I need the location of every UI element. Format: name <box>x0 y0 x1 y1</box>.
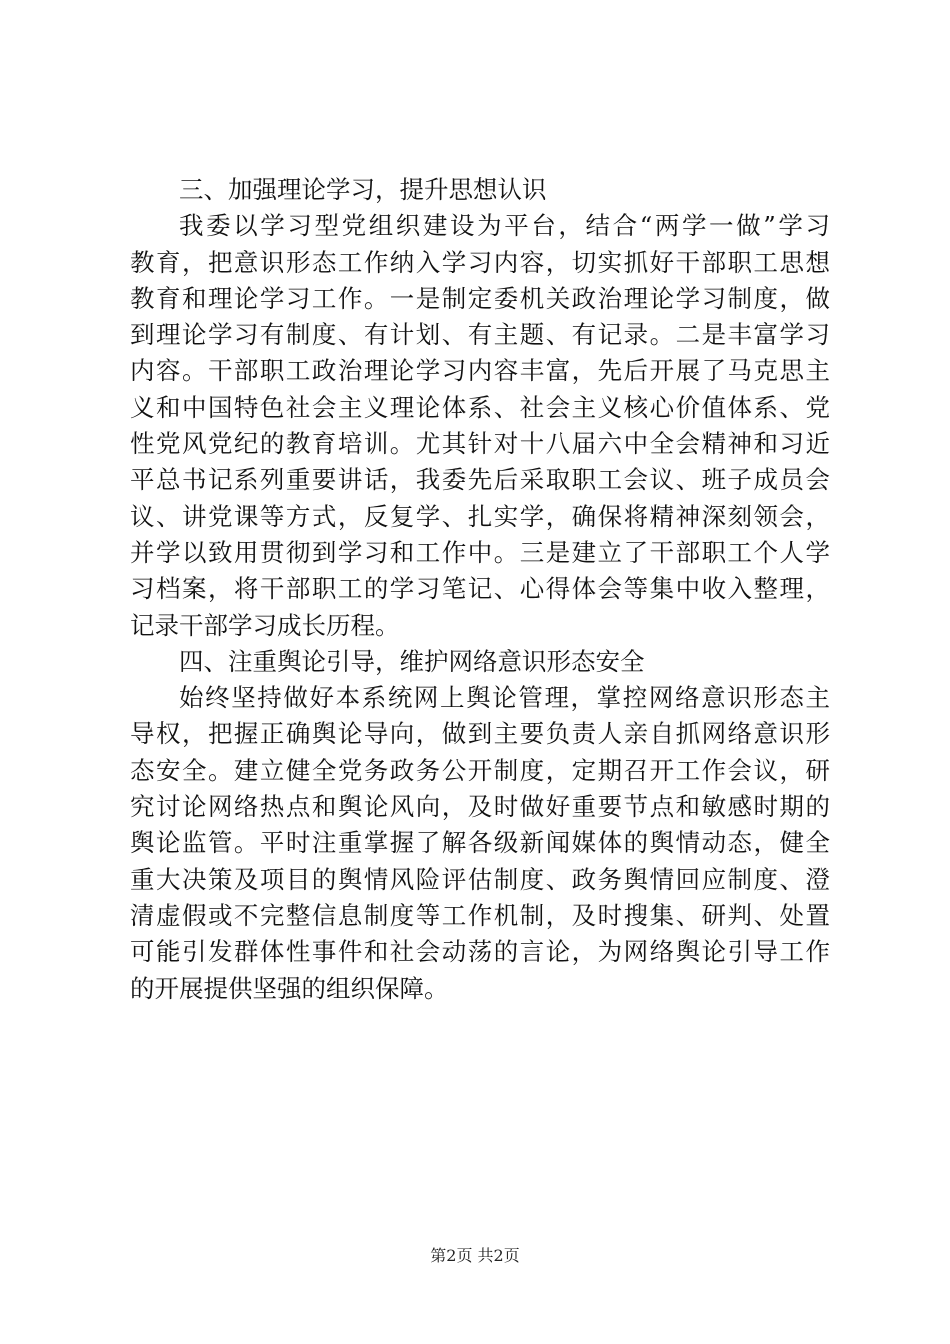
paragraph-line: 内容。干部职工政治理论学习内容丰富，先后开展了马克思主 <box>130 356 830 386</box>
document-body <box>130 172 830 1007</box>
paragraph-line: 习档案，将干部职工的学习笔记、心得体会等集中收入整理， <box>130 574 830 604</box>
paragraph-line: 始终坚持做好本系统网上舆论管理，掌控网络意识形态主 <box>179 683 830 713</box>
paragraph-line: 平总书记系列重要讲话，我委先后采取职工会议、班子成员会 <box>130 465 830 495</box>
page-number-footer: 第2页 共2页 <box>430 1246 520 1265</box>
paragraph-line: 舆论监管。平时注重掌握了解各级新闻媒体的舆情动态，健全 <box>130 828 830 858</box>
section-heading: 四、注重舆论引导，维护网络意识形态安全 <box>179 646 645 676</box>
paragraph-line: 态安全。建立健全党务政务公开制度，定期召开工作会议，研 <box>130 755 830 785</box>
paragraph-line: 教育和理论学习工作。一是制定委机关政治理论学习制度，做 <box>130 283 830 313</box>
paragraph-line: 并学以致用贯彻到学习和工作中。三是建立了干部职工个人学 <box>130 537 830 567</box>
paragraph-line: 到理论学习有制度、有计划、有主题、有记录。二是丰富学习 <box>130 320 830 350</box>
paragraph-line: 的开展提供坚强的组织保障。 <box>130 973 449 1003</box>
paragraph-line: 可能引发群体性事件和社会动荡的言论，为网络舆论引导工作 <box>130 937 830 967</box>
paragraph-line: 记录干部学习成长历程。 <box>130 610 400 640</box>
paragraph-line: 教育，把意识形态工作纳入学习内容，切实抓好干部职工思想 <box>130 247 830 277</box>
paragraph-line: 性党风党纪的教育培训。尤其针对十八届六中全会精神和习近 <box>130 429 830 459</box>
paragraph-line: 清虚假或不完整信息制度等工作机制，及时搜集、研判、处置 <box>130 900 830 930</box>
paragraph-line: 我委以学习型党组织建设为平台，结合“两学一做”学习 <box>179 211 830 241</box>
paragraph-line: 重大决策及项目的舆情风险评估制度、政务舆情回应制度、澄 <box>130 864 830 894</box>
paragraph-line: 议、讲党课等方式，反复学、扎实学，确保将精神深刻领会， <box>130 501 830 531</box>
section-heading: 三、加强理论学习，提升思想认识 <box>179 175 547 204</box>
paragraph-line: 义和中国特色社会主义理论体系、社会主义核心价值体系、党 <box>130 392 830 422</box>
paragraph-line: 究讨论网络热点和舆论风向，及时做好重要节点和敏感时期的 <box>130 792 830 822</box>
paragraph-line: 导权，把握正确舆论导向，做到主要负责人亲自抓网络意识形 <box>130 719 830 749</box>
